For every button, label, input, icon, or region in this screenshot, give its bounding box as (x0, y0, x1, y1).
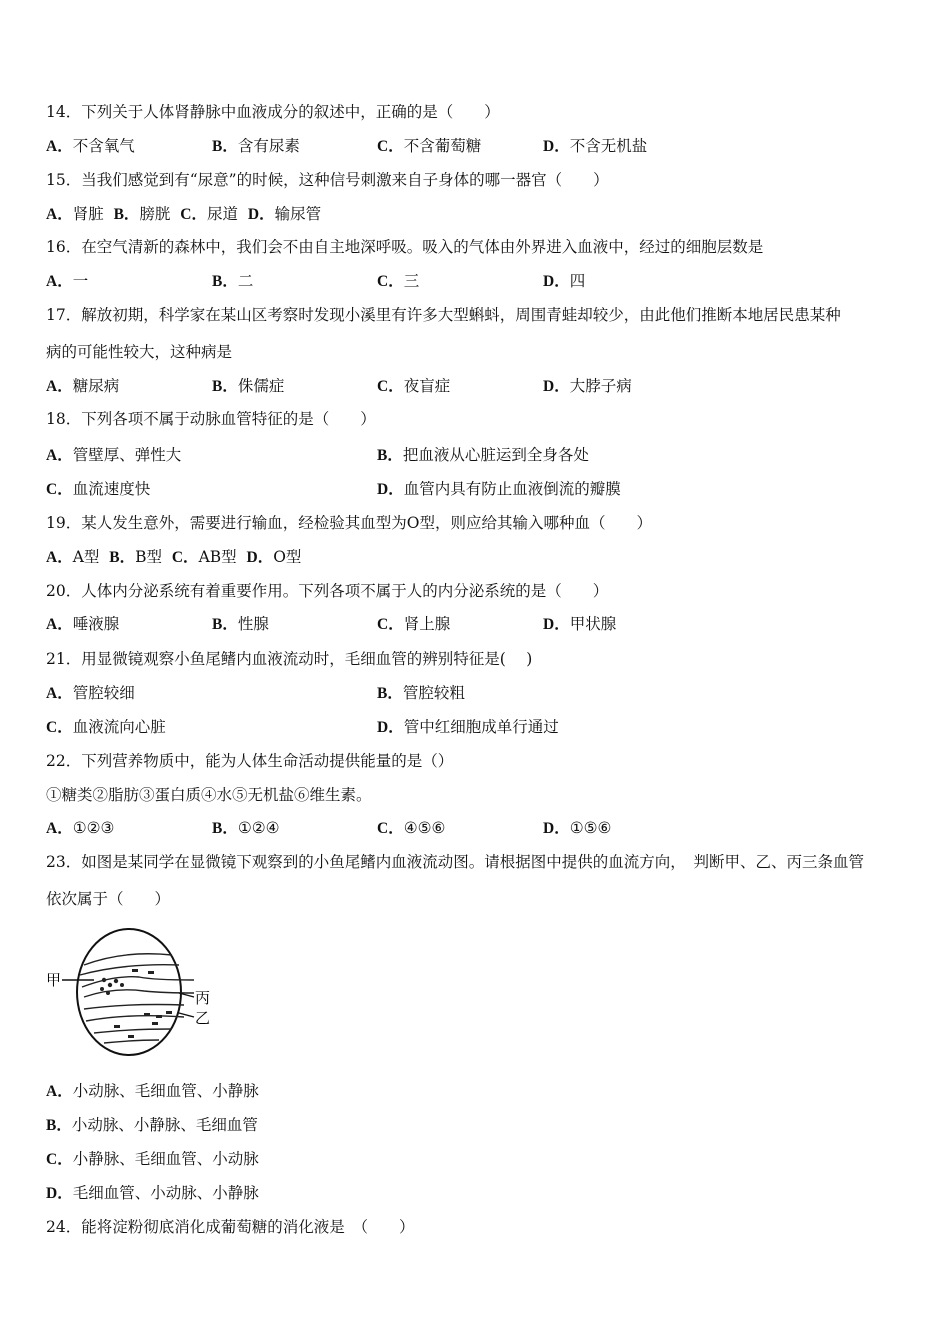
option-c[interactable]: C．血流速度快 (46, 480, 151, 498)
option-a[interactable]: A．小动脉、毛细血管、小静脉 (46, 1082, 259, 1100)
question-stem: 用显微镜观察小鱼尾鳍内血液流动时，毛细血管的辨别特征是( ) (81, 650, 533, 668)
question-stem: 在空气清新的森林中，我们会不由自主地深呼吸。吸入的气体由外界进入血液中，经过的细胞层数是 (81, 238, 764, 256)
inline-options (46, 204, 321, 225)
option-b[interactable]: B．二 (212, 272, 254, 290)
question-number: 17． (46, 306, 82, 324)
option-d[interactable]: D．①⑤⑥ (543, 819, 612, 837)
option-b[interactable]: B．小动脉、小静脉、毛细血管 (46, 1116, 258, 1134)
option-c[interactable]: C．小静脉、毛细血管、小动脉 (46, 1150, 259, 1168)
option-d[interactable]: D．毛细血管、小动脉、小静脉 (46, 1184, 259, 1202)
question-20 (46, 581, 608, 601)
question-stem: 某人发生意外，需要进行输血，经检验其血型为O型，则应给其输入哪种血（ ） (81, 514, 652, 532)
option-b[interactable]: B．侏儒症 (212, 377, 285, 395)
option-c[interactable]: C．④⑤⑥ (377, 819, 446, 837)
question-number: 20． (46, 582, 82, 600)
option-a[interactable]: A．①②③ (46, 819, 115, 837)
option-a[interactable]: A．肾脏 (46, 205, 104, 223)
option-d[interactable]: D．四 (543, 272, 586, 290)
question-stem: 能将淀粉彻底消化成葡萄糖的消化液是 （ ） (81, 1218, 415, 1236)
question-23 (46, 852, 864, 872)
question-stem-continued: ①糖类②脂肪③蛋白质④水⑤无机盐⑥维生素。 (46, 786, 372, 804)
question-stem: 下列营养物质中，能为人体生命活动提供能量的是（） (81, 752, 454, 770)
option-b[interactable]: B．B型 (109, 548, 162, 566)
question-number: 22． (46, 752, 82, 770)
option-b[interactable]: B．性腺 (212, 615, 269, 633)
question-stem: 如图是某同学在显微镜下观察到的小鱼尾鳍内血液流动图。请根据图中提供的血流方向， 判断甲、乙、丙三条血管 (81, 853, 864, 871)
option-b[interactable]: B．把血液从心脏运到全身各处 (377, 446, 589, 464)
question-stem-continued: 病的可能性较大，这种病是 (46, 343, 233, 361)
option-d[interactable]: D．甲状腺 (543, 615, 617, 633)
question-number: 24． (46, 1218, 82, 1236)
option-c[interactable]: C．AB型 (171, 548, 237, 566)
question-18 (46, 409, 376, 429)
question-16 (46, 237, 763, 257)
question-number: 15． (46, 171, 82, 189)
option-c[interactable]: C．肾上腺 (377, 615, 451, 633)
inline-options (46, 547, 301, 568)
option-d[interactable]: D．输尿管 (247, 205, 322, 223)
option-b[interactable]: B．膀胱 (113, 205, 171, 223)
option-a[interactable]: A．唾液腺 (46, 615, 120, 633)
option-b[interactable]: B．①②④ (212, 819, 280, 837)
question-number: 21． (46, 650, 82, 668)
option-a[interactable]: A．管壁厚、弹性大 (46, 446, 182, 464)
option-c[interactable]: C．不含葡萄糖 (377, 137, 482, 155)
option-a[interactable]: A．糖尿病 (46, 377, 120, 395)
question-stem: 当我们感觉到有“尿意”的时候，这种信号刺激来自子身体的哪一器官（ ） (81, 171, 609, 189)
option-b[interactable]: B．管腔较粗 (377, 684, 465, 702)
option-c[interactable]: C．夜盲症 (377, 377, 451, 395)
question-stem: 人体内分泌系统有着重要作用。下列各项不属于人的内分泌系统的是（ ） (81, 582, 609, 600)
microscope-view-diagram (44, 925, 224, 1060)
option-a[interactable]: A．一 (46, 272, 89, 290)
option-d[interactable]: D．O型 (246, 548, 302, 566)
option-d[interactable]: D．血管内具有防止血液倒流的瓣膜 (377, 480, 621, 498)
question-number: 14． (46, 103, 82, 121)
question-17 (46, 305, 841, 325)
option-c[interactable]: C．尿道 (180, 205, 239, 223)
question-stem-continued: 依次属于（ ） (46, 890, 171, 908)
option-a[interactable]: A．不含氧气 (46, 137, 135, 155)
option-d[interactable]: D．管中红细胞成单行通过 (377, 718, 559, 736)
question-number: 23． (46, 853, 82, 871)
label-bing: 丙 (195, 989, 211, 1007)
question-stem: 下列关于人体肾静脉中血液成分的叙述中，正确的是（ ） (81, 103, 500, 121)
option-a[interactable]: A．管腔较细 (46, 684, 135, 702)
question-15 (46, 170, 609, 190)
option-b[interactable]: B．含有尿素 (212, 137, 300, 155)
question-21 (46, 649, 532, 669)
fish-tail-blood-flow-figure (44, 925, 224, 1060)
question-stem: 解放初期，科学家在某山区考察时发现小溪里有许多大型蝌蚪，周围青蛙却较少，由此他们推断本地居民患某种 (81, 306, 841, 324)
question-stem: 下列各项不属于动脉血管特征的是（ ） (81, 410, 376, 428)
question-24 (46, 1217, 415, 1237)
option-d[interactable]: D．大脖子病 (543, 377, 632, 395)
label-jia: 甲 (46, 971, 62, 989)
option-d[interactable]: D．不含无机盐 (543, 137, 648, 155)
option-c[interactable]: C．三 (377, 272, 420, 290)
question-number: 19． (46, 514, 82, 532)
question-22 (46, 751, 453, 771)
option-c[interactable]: C．血液流向心脏 (46, 718, 166, 736)
label-yi: 乙 (195, 1009, 211, 1027)
question-19 (46, 513, 652, 533)
option-a[interactable]: A．A型 (46, 548, 100, 566)
question-number: 16． (46, 238, 82, 256)
question-number: 18． (46, 410, 82, 428)
question-14 (46, 102, 500, 122)
